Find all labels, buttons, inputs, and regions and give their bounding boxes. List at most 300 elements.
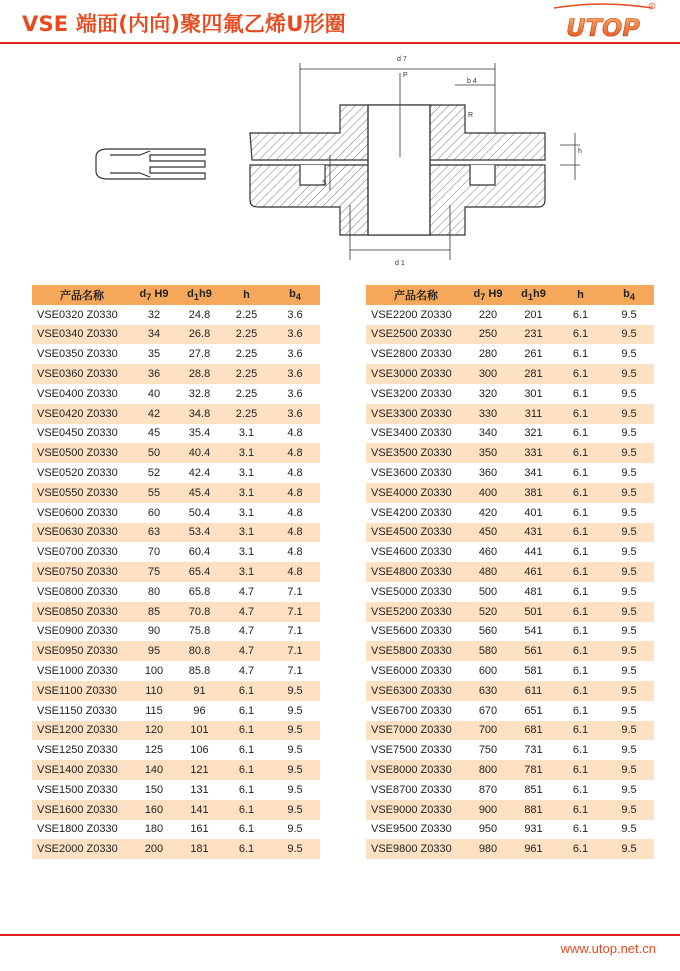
b4-cell: 3.6	[270, 325, 320, 345]
b4-cell: 9.5	[621, 625, 637, 638]
h-cell: 6.1	[557, 602, 604, 622]
b4-cell: 9.5	[604, 325, 654, 345]
d7-cell: 90	[147, 625, 161, 638]
d7-cell: 85	[132, 602, 176, 622]
h-cell: 6.1	[572, 348, 589, 361]
d7-cell: 40	[147, 387, 161, 400]
table-row	[366, 424, 654, 444]
d7-cell: 115	[145, 704, 163, 717]
d7-cell: 75	[132, 562, 176, 582]
b4-cell: 9.5	[621, 744, 637, 757]
h-cell: 6.1	[572, 783, 589, 796]
d7-cell: 750	[478, 744, 498, 757]
h-label: h	[578, 148, 582, 155]
table-row	[32, 305, 320, 325]
b4-cell: 4.8	[270, 443, 320, 463]
d1-cell: 281	[510, 364, 557, 384]
product-name-cell: VSE2000 Z0330	[32, 839, 132, 859]
table-row	[32, 503, 320, 523]
product-name-cell: VSE3600 Z0330	[371, 467, 452, 480]
header-b4: $b_4$	[604, 285, 654, 305]
d1-cell: 28.8	[176, 364, 223, 384]
h-cell: 3.1	[223, 562, 270, 582]
b4-cell: 9.5	[287, 744, 303, 757]
b4-cell: 3.6	[270, 404, 320, 424]
size-table-right	[366, 285, 654, 859]
b4-cell: 9.5	[604, 681, 654, 701]
d7-cell: 32	[147, 308, 161, 321]
b4-cell: 9.5	[621, 546, 637, 559]
table-row	[32, 483, 320, 503]
table-row	[366, 760, 654, 780]
b4-cell: 9.5	[287, 823, 303, 836]
page-title: VSE 端面(内向)聚四氟乙烯U形圈	[22, 12, 346, 36]
h-cell: 6.1	[223, 839, 270, 859]
product-name-cell: VSE3400 Z0330	[371, 427, 452, 440]
d7-cell: 340	[478, 427, 498, 440]
table-row	[366, 820, 654, 840]
d1-label: d 1	[395, 260, 405, 267]
h-cell: 2.25	[223, 325, 270, 345]
product-name-cell: VSE0420 Z0330	[32, 404, 132, 424]
h-cell: 3.1	[238, 546, 255, 559]
b4-cell: 9.5	[604, 404, 654, 424]
product-name-cell: VSE9500 Z0330	[371, 823, 452, 836]
product-name-cell: VSE2800 Z0330	[371, 348, 452, 361]
h-cell: 6.1	[572, 387, 589, 400]
product-name-cell: VSE2200 Z0330	[371, 308, 452, 321]
d1-cell: 34.8	[176, 404, 223, 424]
h-cell: 2.25	[235, 348, 258, 361]
h-cell: 3.1	[223, 523, 270, 543]
d7-cell: 500	[478, 585, 498, 598]
product-name-cell: VSE1400 Z0330	[32, 760, 132, 780]
d1-cell: 321	[524, 427, 543, 440]
product-name-cell: VSE4500 Z0330	[366, 523, 466, 543]
logo-text: UTOP	[566, 14, 640, 42]
product-name-cell: VSE0340 Z0330	[32, 325, 132, 345]
b4-cell: 9.5	[604, 562, 654, 582]
footer-url: www.utop.net.cn	[560, 941, 656, 956]
d7-cell: 520	[466, 602, 510, 622]
d7-cell: 180	[144, 823, 164, 836]
table-row	[366, 780, 654, 800]
h-cell: 6.1	[238, 823, 255, 836]
b4-cell: 9.5	[604, 523, 654, 543]
h-cell: 6.1	[223, 721, 270, 741]
h-cell: 3.1	[238, 467, 255, 480]
d7-cell: 700	[466, 721, 510, 741]
d1-cell: 42.4	[188, 467, 211, 480]
d1-cell: 101	[176, 721, 223, 741]
d7-label: d 7	[397, 56, 407, 63]
b4-cell: 7.1	[287, 625, 303, 638]
table-row	[366, 622, 654, 642]
h-cell: 6.1	[557, 721, 604, 741]
table-row	[32, 820, 320, 840]
table-row	[366, 602, 654, 622]
b4-cell: 9.5	[270, 721, 320, 741]
h-cell: 6.1	[572, 625, 589, 638]
d1-cell: 91	[176, 681, 223, 701]
b4-cell: 9.5	[604, 483, 654, 503]
h-cell: 3.1	[238, 506, 255, 519]
table-row	[32, 463, 320, 483]
d7-cell: 300	[466, 364, 510, 384]
product-name-cell: VSE9000 Z0330	[366, 800, 466, 820]
product-name-cell: VSE7000 Z0330	[366, 721, 466, 741]
svg-text:R: R	[650, 5, 654, 10]
h-cell: 3.1	[238, 427, 255, 440]
table-row	[366, 839, 654, 859]
table-row	[32, 780, 320, 800]
d7-cell: 250	[466, 325, 510, 345]
table-row	[366, 800, 654, 820]
table-row	[366, 463, 654, 483]
d1-cell: 65.4	[176, 562, 223, 582]
product-name-cell: VSE3500 Z0330	[366, 443, 466, 463]
d7-cell: 450	[466, 523, 510, 543]
table-row	[32, 542, 320, 562]
table-row	[366, 740, 654, 760]
h-cell: 6.1	[572, 308, 589, 321]
b4-cell: 4.8	[287, 506, 303, 519]
table-row	[32, 523, 320, 543]
table-row	[366, 661, 654, 681]
d7-cell: 100	[144, 665, 164, 678]
b4-cell: 9.5	[604, 800, 654, 820]
b4-cell: 9.5	[287, 704, 303, 717]
d7-cell: 320	[478, 387, 498, 400]
product-name-cell: VSE8000 Z0330	[366, 760, 466, 780]
b4-cell: 9.5	[287, 783, 303, 796]
d1-cell: 461	[510, 562, 557, 582]
d1-cell: 201	[524, 308, 543, 321]
h-cell: 6.1	[572, 546, 589, 559]
b4-cell: 7.1	[287, 585, 303, 598]
table-row	[32, 800, 320, 820]
b4-cell: 9.5	[604, 721, 654, 741]
utop-logo	[548, 2, 658, 42]
h-cell: 6.1	[557, 523, 604, 543]
footer-rule	[0, 934, 680, 936]
table-row	[366, 364, 654, 384]
product-name-cell: VSE0550 Z0330	[32, 483, 132, 503]
b4-cell: 3.6	[287, 308, 303, 321]
d1-cell: 301	[524, 387, 543, 400]
product-name-cell: VSE0800 Z0330	[37, 585, 118, 598]
d7-cell: 480	[466, 562, 510, 582]
s-label: S	[322, 180, 327, 187]
product-name-cell: VSE1800 Z0330	[37, 823, 118, 836]
b4-cell: 7.1	[270, 602, 320, 622]
product-name-cell: VSE3000 Z0330	[366, 364, 466, 384]
product-name-cell: VSE0320 Z0330	[37, 308, 118, 321]
h-cell: 6.1	[572, 585, 589, 598]
b4-cell: 3.6	[270, 364, 320, 384]
d7-cell: 140	[132, 760, 176, 780]
h-cell: 4.7	[223, 641, 270, 661]
d7-cell: 220	[478, 308, 498, 321]
table-row	[32, 364, 320, 384]
product-name-cell: VSE0750 Z0330	[32, 562, 132, 582]
table-row	[366, 721, 654, 741]
d1-cell: 26.8	[176, 325, 223, 345]
b4-cell: 9.5	[270, 760, 320, 780]
h-cell: 6.1	[557, 839, 604, 859]
h-cell: 6.1	[557, 641, 604, 661]
d1-cell: 32.8	[188, 387, 211, 400]
d7-cell: 34	[132, 325, 176, 345]
d7-cell: 280	[478, 348, 498, 361]
d1-cell: 731	[524, 744, 543, 757]
table-row	[32, 404, 320, 424]
d7-cell: 200	[132, 839, 176, 859]
h-cell: 2.25	[235, 308, 258, 321]
table-row	[366, 542, 654, 562]
product-name-cell: VSE5800 Z0330	[366, 641, 466, 661]
d7-cell: 150	[144, 783, 164, 796]
b4-cell: 4.8	[270, 523, 320, 543]
d1-cell: 501	[510, 602, 557, 622]
d1-cell: 106	[190, 744, 209, 757]
b4-cell: 9.5	[621, 506, 637, 519]
d1-cell: 481	[524, 585, 543, 598]
d1-cell: 85.8	[188, 665, 211, 678]
h-cell: 2.25	[235, 387, 258, 400]
d1-cell: 401	[524, 506, 543, 519]
d1-cell: 80.8	[176, 641, 223, 661]
product-name-cell: VSE1150 Z0330	[37, 704, 117, 717]
d7-cell: 350	[466, 443, 510, 463]
d7-cell: 70	[147, 546, 161, 559]
table-row	[32, 701, 320, 721]
header-h: h	[223, 285, 270, 305]
b4-cell: 9.5	[604, 364, 654, 384]
product-name-cell: VSE4800 Z0330	[366, 562, 466, 582]
h-cell: 6.1	[572, 467, 589, 480]
header-d7: $d_7$ H9	[132, 285, 176, 305]
table-row	[366, 503, 654, 523]
b4-label: b 4	[467, 78, 477, 85]
table-row	[32, 661, 320, 681]
h-cell: 6.1	[572, 744, 589, 757]
h-cell: 6.1	[238, 783, 255, 796]
table-row	[32, 325, 320, 345]
header-rule	[0, 42, 680, 44]
h-cell: 4.7	[223, 602, 270, 622]
b4-cell: 9.5	[604, 839, 654, 859]
d1-cell: 341	[524, 467, 543, 480]
header-h: h	[557, 285, 604, 305]
product-name-cell: VSE0500 Z0330	[32, 443, 132, 463]
product-name-cell: VSE0950 Z0330	[32, 641, 132, 661]
d1-cell: 141	[176, 800, 223, 820]
d7-cell: 35	[147, 348, 161, 361]
product-name-cell: VSE0600 Z0330	[37, 506, 118, 519]
d7-cell: 800	[466, 760, 510, 780]
b4-cell: 9.5	[621, 585, 637, 598]
product-name-cell: VSE1600 Z0330	[32, 800, 132, 820]
technical-drawing	[0, 45, 680, 275]
table-row	[366, 325, 654, 345]
h-cell: 3.1	[223, 443, 270, 463]
h-cell: 6.1	[557, 800, 604, 820]
table-row	[32, 443, 320, 463]
b4-cell: 9.5	[270, 839, 320, 859]
b4-cell: 3.6	[287, 348, 303, 361]
h-cell: 6.1	[572, 665, 589, 678]
b4-cell: 9.5	[621, 308, 637, 321]
header-name: 产品名称	[32, 285, 132, 305]
h-cell: 3.1	[223, 483, 270, 503]
product-name-cell: VSE1100 Z0330	[32, 681, 132, 701]
product-name-cell: VSE5200 Z0330	[366, 602, 466, 622]
h-cell: 6.1	[557, 483, 604, 503]
product-name-cell: VSE6000 Z0330	[371, 665, 452, 678]
product-name-cell: VSE7500 Z0330	[371, 744, 452, 757]
d7-cell: 160	[132, 800, 176, 820]
d7-cell: 670	[478, 704, 498, 717]
h-cell: 6.1	[223, 760, 270, 780]
table-row	[32, 622, 320, 642]
product-name-cell: VSE6700 Z0330	[371, 704, 452, 717]
table-row	[32, 681, 320, 701]
d7-cell: 80	[147, 585, 161, 598]
table-row	[32, 602, 320, 622]
b4-cell: 3.6	[287, 387, 303, 400]
d7-cell: 900	[466, 800, 510, 820]
d7-cell: 600	[478, 665, 498, 678]
header-d1: $d_1h9$	[176, 285, 223, 305]
d1-cell: 70.8	[176, 602, 223, 622]
d7-cell: 52	[147, 467, 161, 480]
h-cell: 2.25	[223, 364, 270, 384]
d1-cell: 541	[524, 625, 543, 638]
d7-cell: 55	[132, 483, 176, 503]
b4-cell: 7.1	[270, 641, 320, 661]
b4-cell: 9.5	[604, 760, 654, 780]
table-row	[32, 424, 320, 444]
b4-cell: 4.8	[270, 562, 320, 582]
table-row	[366, 681, 654, 701]
d7-cell: 950	[478, 823, 498, 836]
d1-cell: 441	[524, 546, 543, 559]
table-row	[32, 760, 320, 780]
b4-cell: 4.8	[287, 427, 303, 440]
d1-cell: 561	[510, 641, 557, 661]
product-name-cell: VSE0400 Z0330	[37, 387, 118, 400]
h-cell: 6.1	[557, 443, 604, 463]
b4-cell: 9.5	[621, 783, 637, 796]
housing-section	[250, 105, 545, 235]
product-name-cell: VSE4000 Z0330	[366, 483, 466, 503]
d7-cell: 63	[132, 523, 176, 543]
product-name-cell: VSE0360 Z0330	[32, 364, 132, 384]
d1-cell: 611	[510, 681, 557, 701]
product-name-cell: VSE0520 Z0330	[37, 467, 118, 480]
b4-cell: 4.8	[287, 467, 303, 480]
d1-cell: 651	[524, 704, 543, 717]
product-name-cell: VSE0450 Z0330	[37, 427, 118, 440]
product-name-cell: VSE2500 Z0330	[366, 325, 466, 345]
product-name-cell: VSE5600 Z0330	[371, 625, 452, 638]
d1-cell: 311	[510, 404, 557, 424]
b4-cell: 9.5	[621, 467, 637, 480]
b4-cell: 9.5	[621, 348, 637, 361]
table-row	[366, 344, 654, 364]
d1-cell: 35.4	[188, 427, 211, 440]
product-name-cell: VSE4600 Z0330	[371, 546, 452, 559]
table-row	[32, 582, 320, 602]
d7-cell: 330	[466, 404, 510, 424]
d1-cell: 65.8	[188, 585, 211, 598]
d1-cell: 24.8	[188, 308, 211, 321]
d7-cell: 45	[147, 427, 161, 440]
d7-cell: 560	[478, 625, 498, 638]
d1-cell: 261	[524, 348, 543, 361]
table-row	[366, 384, 654, 404]
product-name-cell: VSE1250 Z0330	[37, 744, 118, 757]
product-name-cell: VSE1200 Z0330	[32, 721, 132, 741]
d1-cell: 53.4	[176, 523, 223, 543]
d1-cell: 881	[510, 800, 557, 820]
b4-cell: 9.5	[621, 387, 637, 400]
product-name-cell: VSE1500 Z0330	[37, 783, 118, 796]
d7-cell: 360	[478, 467, 498, 480]
b4-cell: 7.1	[287, 665, 303, 678]
header-d1: $d_1h9$	[510, 285, 557, 305]
table-row	[32, 384, 320, 404]
d7-cell: 125	[144, 744, 164, 757]
d1-cell: 851	[524, 783, 543, 796]
b4-cell: 9.5	[270, 681, 320, 701]
product-name-cell: VSE5000 Z0330	[371, 585, 452, 598]
h-cell: 6.1	[238, 704, 255, 717]
product-name-cell: VSE4200 Z0330	[371, 506, 452, 519]
d7-cell: 60	[147, 506, 161, 519]
h-cell: 2.25	[223, 404, 270, 424]
d7-cell: 42	[132, 404, 176, 424]
d7-cell: 110	[132, 681, 176, 701]
header-name: 产品名称	[366, 285, 466, 305]
table-row	[32, 344, 320, 364]
b4-cell: 9.5	[621, 665, 637, 678]
d7-cell: 95	[132, 641, 176, 661]
h-cell: 6.1	[572, 506, 589, 519]
d1-cell: 40.4	[176, 443, 223, 463]
h-cell: 6.1	[238, 744, 255, 757]
table-row	[366, 483, 654, 503]
d1-cell: 75.8	[188, 625, 211, 638]
h-cell: 6.1	[557, 364, 604, 384]
table-row	[366, 443, 654, 463]
d1-cell: 45.4	[176, 483, 223, 503]
product-name-cell: VSE1000 Z0330	[37, 665, 118, 678]
b4-cell: 9.5	[621, 823, 637, 836]
b4-cell: 9.5	[621, 704, 637, 717]
table-row	[366, 582, 654, 602]
b4-cell: 9.5	[604, 641, 654, 661]
d1-cell: 181	[176, 839, 223, 859]
table-row	[366, 523, 654, 543]
h-cell: 6.1	[572, 704, 589, 717]
r-label: R	[468, 112, 474, 119]
d1-cell: 681	[510, 721, 557, 741]
size-table-left	[32, 285, 320, 859]
table-row	[366, 305, 654, 325]
b4-cell: 9.5	[270, 800, 320, 820]
